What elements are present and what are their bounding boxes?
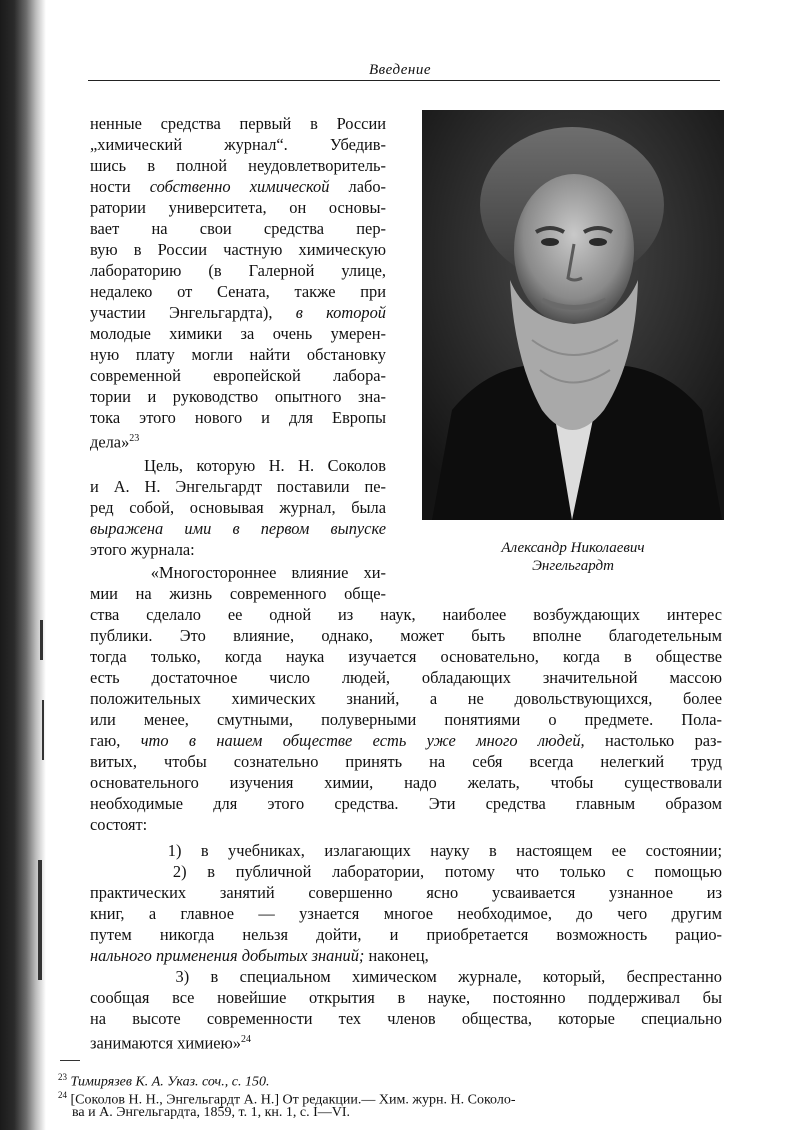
text-line: публики. Это влияние, однако, может быть вполне благодетельным [90,626,722,645]
text-line: недалеко от Сената, также при [90,282,386,301]
running-header: Введение [369,62,431,78]
text-line: основательного изучения химии, надо желать, чтобы существовали [90,773,722,792]
text-line: состоят: [90,815,148,834]
text-line: дела»$^{23}$ [90,432,140,452]
text-line: положительных химических знаний, а не довольствующихся, более [90,689,722,708]
text-line: Цель, которую Н. Н. Соколов [144,456,386,475]
text-line: занимаются химиею»$^{24}$ [90,1033,251,1053]
figure-caption-line1: Александр Николаевич [501,540,645,556]
figure-caption-line2: Энгельгардт [532,558,614,574]
text-line: и А. Н. Энгельгардт поставили пе- [90,477,386,496]
text-line: 1) в учебниках, излагающих науку в настоящем ее состоянии; [167,841,723,860]
header-rule [88,80,720,81]
text-line: этого журнала: [90,540,195,559]
footnote: $^{24}$ [Соколов Н. Н., Энгельгардт А. Н.] От редакции.— Хим. журн. Н. Соколо- [58,1090,516,1108]
text-line: выражена ими в первом выпуске [90,519,386,538]
footnote: ва и А. Энгельгардта, 1859, т. 1, кн. 1, с. I—VI. [72,1105,351,1120]
text-line: ства сделало ее одной из наук, наиболее возбуждающих интерес [90,605,722,624]
footnote-ref: 24 [240,1034,251,1045]
text-line: шись в полной неудовлетворитель- [90,156,386,175]
text-line: или менее, смутными, полуверными понятиями о предмете. Пола- [90,710,722,729]
text-line: «Многостороннее влияние хи- [150,563,387,582]
text-line: молодые химики за очень умерен- [90,324,386,343]
portrait-photo [422,110,724,520]
text-line: ности собственно химической лабо- [90,177,387,196]
text-line: 3) в специальном химическом журнале, который, беспрестанно [175,967,723,986]
text-line: тогда только, когда наука изучается основательно, когда в обществе [90,647,722,666]
text-line: мии на жизнь современного обще- [90,584,386,603]
book-gutter-shadow [0,0,46,1130]
text-line: необходимые для этого средства. Эти средства главным образом [90,794,722,813]
footnote-ref: 23 [129,433,140,444]
text-line: практических занятий совершенно ясно усваивается узнанное из [90,883,722,902]
text-line: витых, чтобы сознательно принять на себя всегда нелегкий труд [90,752,722,771]
text-line: путем никогда нельзя дойти, и приобретается возможность рацио- [90,925,722,944]
text-line: тории и руководство опытного зна- [90,387,386,406]
text-line: участии Энгельгардта), в которой [90,303,386,322]
text-line: современной европейской лабора- [90,366,386,385]
text-line: нального применения добытых знаний; наконец, [90,946,429,965]
text-line: ред собой, основывая журнал, была [90,498,386,517]
text-line: книг, а главное — узнается многое необходимое, до чего другим [90,904,722,923]
text-line: ную плату могли найти обстановку [90,345,386,364]
text-line: ненные средства первый в России [90,114,386,133]
text-line: на высоте современности тех членов общества, которые специально [90,1009,722,1028]
text-line: вает на свои средства пер- [90,219,386,238]
text-line: лабораторию (в Галерной улице, [90,261,386,280]
footnote: $^{23}$ Тимирязев К. А. Указ. соч., с. 150. [58,1072,270,1090]
portrait-illustration [422,110,724,520]
footnote-rule [60,1060,80,1061]
text-line: есть достаточное число людей, обладающих значительной массою [90,668,722,687]
text-line: 2) в публичной лаборатории, потому что только с помощью [172,862,723,881]
text-line: „химический журнал“. Убедив- [90,135,386,154]
text-line: сообщая все новейшие открытия в науке, постоянно поддерживал бы [90,988,722,1007]
text-line: вую в России частную химическую [90,240,386,259]
text-line: гаю, что в нашем обществе есть уже много людей, настолько раз- [90,731,722,750]
text-line: ратории университета, он основы- [90,198,386,217]
text-line: тока этого нового и для Европы [90,408,386,427]
